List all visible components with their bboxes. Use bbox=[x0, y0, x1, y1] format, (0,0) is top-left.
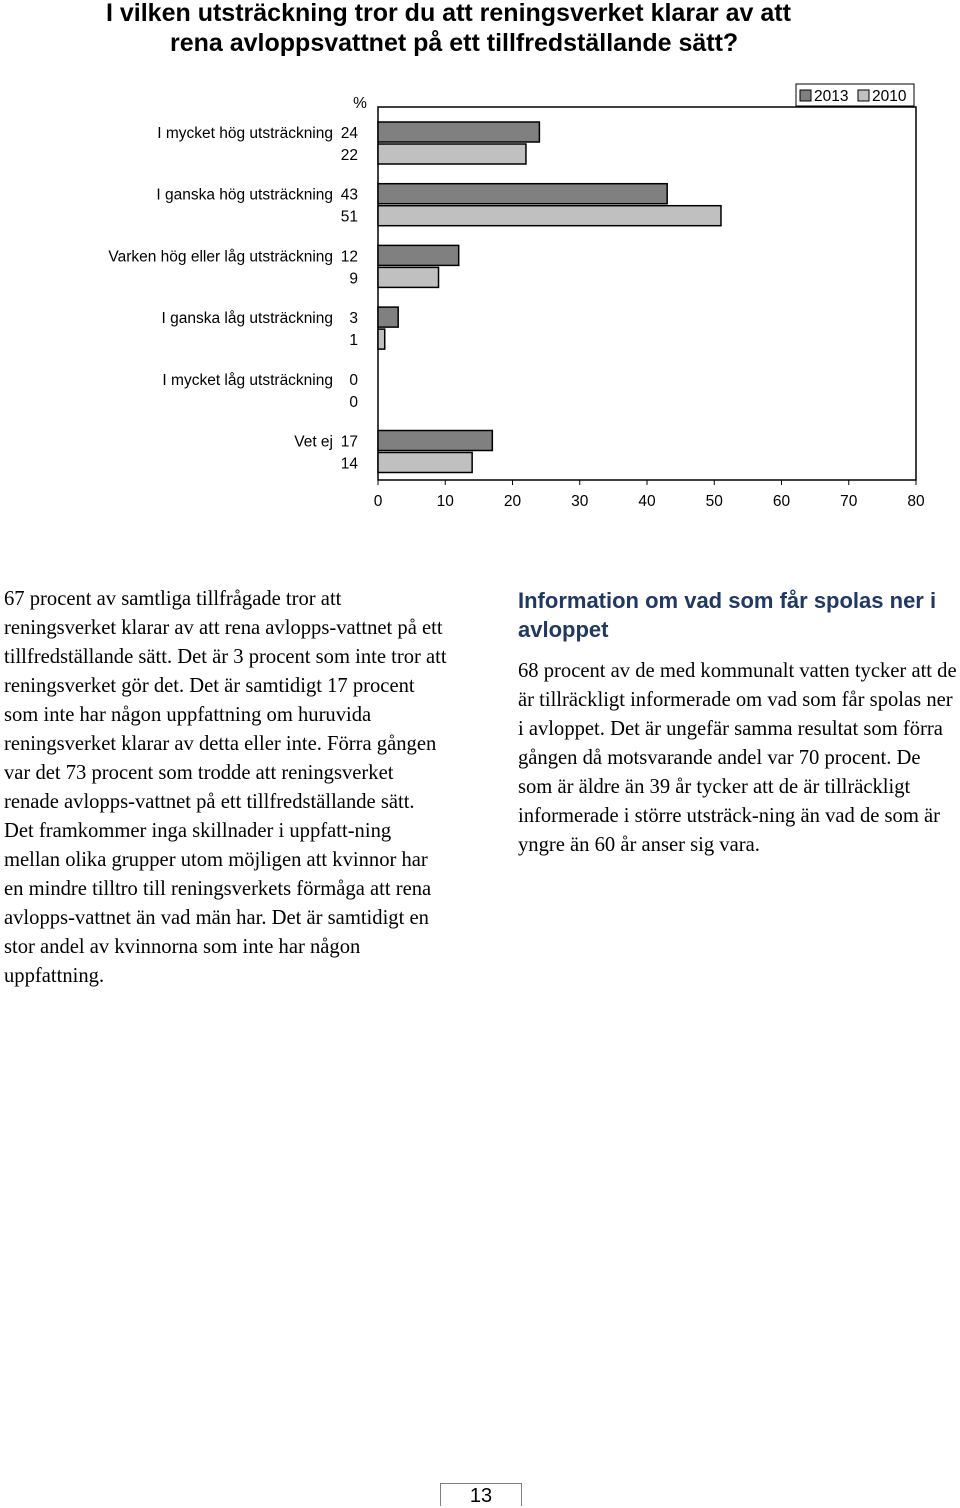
legend-swatch bbox=[858, 90, 869, 101]
value-label: 1 bbox=[349, 332, 358, 350]
category-label: I mycket låg utsträckning bbox=[162, 371, 333, 389]
value-label: 9 bbox=[349, 270, 358, 288]
x-tick-label: 0 bbox=[373, 493, 383, 510]
value-label: 14 bbox=[340, 455, 358, 473]
x-tick-label: 70 bbox=[840, 493, 858, 510]
bar-series-2010 bbox=[378, 144, 526, 164]
value-label: 0 bbox=[349, 371, 358, 389]
x-tick-label: 50 bbox=[705, 493, 723, 510]
sidebar-paragraph: 68 procent av de med kommunalt vatten tycker att de är tillräckligt informerade om vad som får spolas ner i avloppet. Det är ungefär samma resultat som förra gången då motsvarande andel var 70 procent. De som är äldre än 39 år tycker att de är tillräckligt informerade i större utsträck-ning än vad de som är yngre än 60 år anser sig vara. bbox=[518, 660, 957, 856]
x-tick-label: 40 bbox=[638, 493, 656, 510]
sidebar-heading: Information om vad som får spolas ner i avloppet bbox=[518, 588, 937, 642]
title-line-2: rena avloppsvattnet på ett tillfredställande sätt? bbox=[170, 29, 739, 57]
x-tick-label: 80 bbox=[907, 493, 925, 510]
bar-series-2010 bbox=[378, 267, 439, 287]
bar-series-2013 bbox=[378, 431, 492, 451]
page-title bbox=[106, 0, 926, 58]
body-paragraph: 67 procent av samtliga tillfrågade tror att reningsverket klarar av att rena avlopps-vattnet på ett tillfredställande sätt. Det är 3 procent som inte tror att reningsverket gör det. Det är samtidigt 17 procent som inte har någon uppfattning om huruvida reningsverket klarar av detta eller inte. Förra gången var det 73 procent som trodde att reningsverket renade avlopps-vattnet på ett tillfredställande sätt. Det framkommer inga skillnader i uppfatt-ning mellan olika grupper utom möjligen att kvinnor har en mindre tilltro till reningsverkets förmåga att rena avlopps-vattnet än vad män har. Det är samtidigt en stor andel av kvinnorna som inte har någon uppfattning. bbox=[4, 588, 447, 987]
page-number: 13 bbox=[440, 1483, 522, 1506]
category-label: I ganska hög utsträckning bbox=[156, 186, 333, 204]
x-tick-label: 60 bbox=[772, 493, 791, 510]
bar-series-2013 bbox=[378, 245, 459, 265]
bar-chart bbox=[0, 80, 960, 520]
category-label: I mycket hög utsträckning bbox=[157, 125, 333, 142]
x-tick-label: 20 bbox=[503, 493, 522, 510]
unit-label: % bbox=[353, 95, 367, 112]
value-label: 0 bbox=[349, 393, 358, 411]
value-label: 51 bbox=[340, 208, 358, 226]
value-label: 22 bbox=[340, 147, 358, 164]
value-label: 24 bbox=[340, 125, 358, 142]
value-label: 17 bbox=[340, 433, 358, 451]
bar-series-2013 bbox=[378, 122, 539, 142]
legend-label: 2010 bbox=[872, 88, 907, 105]
title-line-1: I vilken utsträckning tror du att reningsverket klarar av att bbox=[106, 0, 791, 27]
body-text bbox=[4, 585, 449, 991]
legend-label: 2013 bbox=[814, 88, 849, 105]
value-label: 43 bbox=[340, 186, 358, 204]
bar-series-2010 bbox=[378, 206, 721, 226]
bar-series-2010 bbox=[378, 453, 472, 473]
category-label: Varken hög eller låg utsträckning bbox=[108, 248, 333, 266]
legend-swatch bbox=[800, 90, 811, 101]
bar-series-2013 bbox=[378, 184, 667, 204]
value-label: 3 bbox=[349, 310, 358, 328]
x-tick-label: 10 bbox=[436, 493, 454, 510]
category-label: I ganska låg utsträckning bbox=[161, 310, 333, 328]
value-label: 12 bbox=[340, 248, 358, 266]
category-label: Vet ej bbox=[294, 433, 333, 451]
bar-series-2013 bbox=[378, 307, 398, 327]
x-tick-label: 30 bbox=[571, 493, 589, 510]
bar-series-2010 bbox=[378, 329, 385, 349]
